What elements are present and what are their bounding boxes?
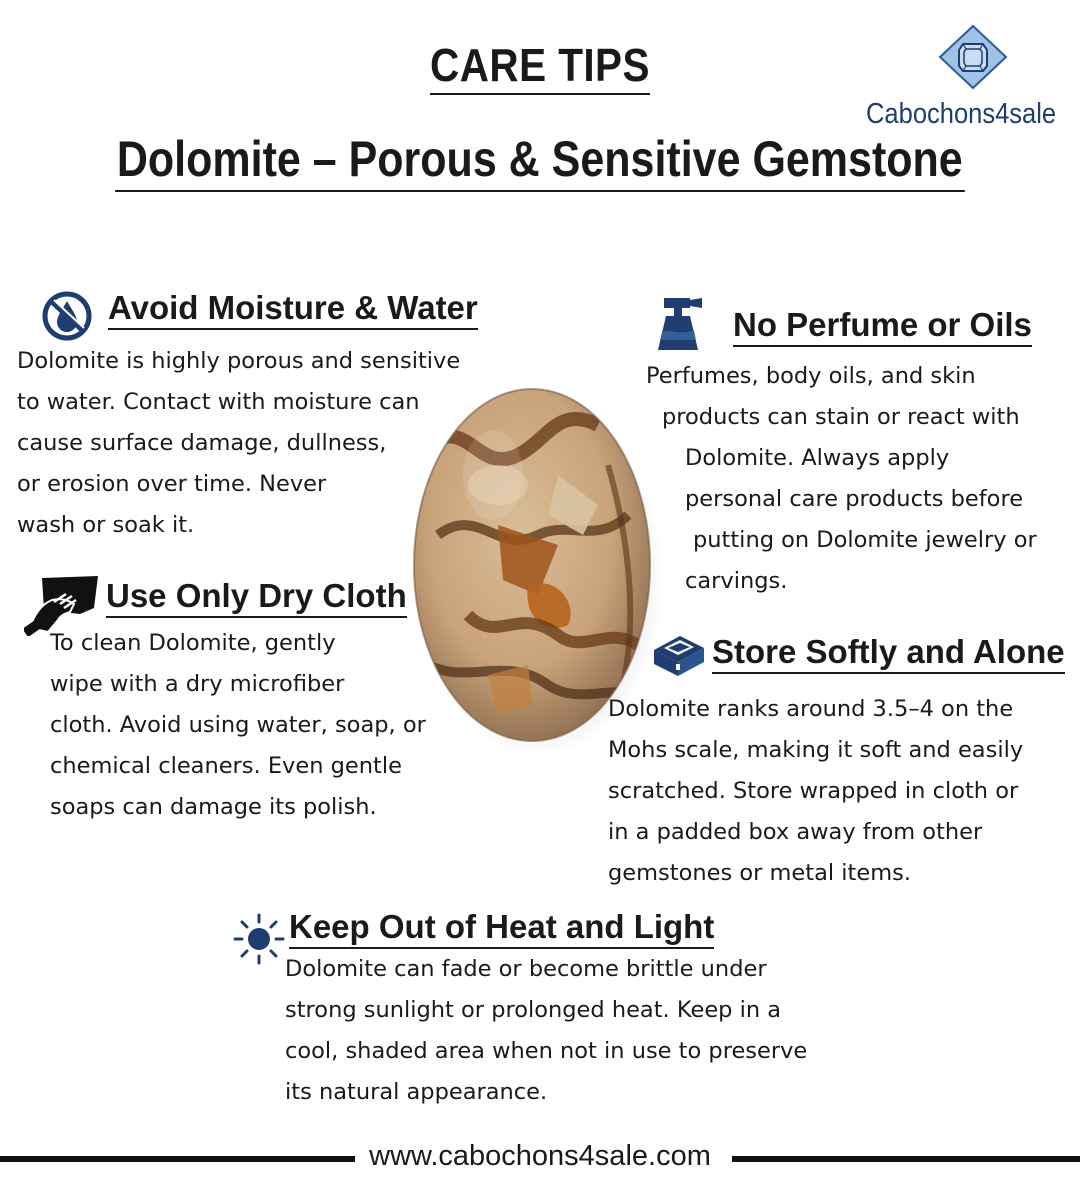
text-line: or erosion over time. Never xyxy=(17,471,327,497)
text-line: cool, shaded area when not in use to preserve xyxy=(285,1038,808,1064)
text-line: Dolomite. Always apply xyxy=(685,445,950,471)
store-text xyxy=(608,689,1023,894)
text-line: Mohs scale, making it soft and easily xyxy=(608,737,1024,763)
store-heading: Store Softly and Alone xyxy=(712,634,1065,674)
text-line: putting on Dolomite jewelry or xyxy=(693,527,1037,553)
brand-logo[interactable] xyxy=(866,24,1076,136)
text-line: cloth. Avoid using water, soap, or xyxy=(50,712,426,738)
text-line: products can stain or react with xyxy=(662,404,1020,430)
page-title: Dolomite – Porous & Sensitive Gemstone xyxy=(0,130,1080,192)
perfume-text xyxy=(646,356,1037,602)
cloth-text xyxy=(50,623,426,828)
text-line: in a padded box away from other xyxy=(608,819,983,845)
footer-url[interactable]: www.cabochons4sale.com xyxy=(0,1140,1080,1173)
no-water-drop-icon xyxy=(40,290,94,346)
sun-icon xyxy=(232,912,286,970)
text-line: wipe with a dry microfiber xyxy=(50,671,345,697)
text-line: carvings. xyxy=(685,568,788,594)
brand-name: Cabochons4sale xyxy=(866,98,1057,130)
care-tips-title: CARE TIPS xyxy=(65,38,1015,92)
text-line: cause surface damage, dullness, xyxy=(17,430,387,456)
text-line: gemstones or metal items. xyxy=(608,860,911,886)
text-line: Dolomite ranks around 3.5–4 on the xyxy=(608,696,1014,722)
spray-bottle-icon xyxy=(654,296,706,356)
text-line: wash or soak it. xyxy=(17,512,195,538)
jewelry-box-icon xyxy=(650,628,706,682)
text-line: To clean Dolomite, gently xyxy=(50,630,336,656)
heat-text xyxy=(285,949,807,1113)
text-line: soaps can damage its polish. xyxy=(50,794,377,820)
text-line: personal care products before xyxy=(685,486,1024,512)
perfume-heading: No Perfume or Oils xyxy=(733,307,1032,347)
gem-diamond-icon xyxy=(938,24,1008,90)
text-line: to water. Contact with moisture can xyxy=(17,389,420,415)
text-line: chemical cleaners. Even gentle xyxy=(50,753,402,779)
moisture-text xyxy=(17,341,460,546)
text-line: Dolomite is highly porous and sensitive xyxy=(17,348,461,374)
text-line: its natural appearance. xyxy=(285,1079,548,1105)
cloth-heading: Use Only Dry Cloth xyxy=(106,578,407,618)
moisture-heading: Avoid Moisture & Water xyxy=(108,290,478,330)
text-line: Perfumes, body oils, and skin xyxy=(646,363,976,389)
heat-heading: Keep Out of Heat and Light xyxy=(289,909,714,949)
text-line: strong sunlight or prolonged heat. Keep in a xyxy=(285,997,782,1023)
text-line: scratched. Store wrapped in cloth or xyxy=(608,778,1019,804)
text-line: Dolomite can fade or become brittle under xyxy=(285,956,767,982)
